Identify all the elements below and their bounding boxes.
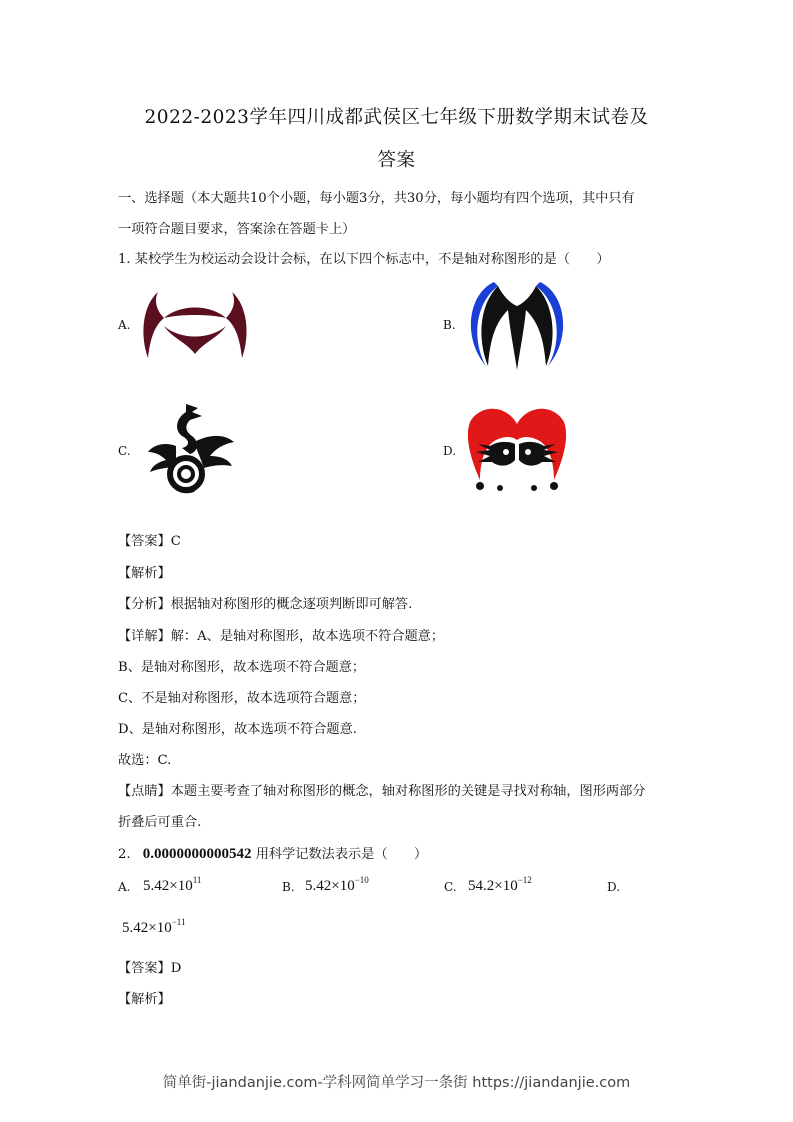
q1-detail-3: C、不是轴对称图形，故本选项符合题意； xyxy=(118,691,366,706)
q2-option-c-exp: −12 xyxy=(517,875,532,885)
q1-dianjing-line1: 【点睛】本题主要考查了轴对称图形的概念，轴对称图形的关键是寻找对称轴，图形两部分 xyxy=(118,784,646,799)
dragon-seahorse-logo-icon xyxy=(146,402,236,494)
q2-number: 2. xyxy=(118,847,131,862)
q2-option-c-label: C. xyxy=(444,880,457,894)
q1-option-d-label: D. xyxy=(443,444,457,458)
q2-value: 0.0000000000542 xyxy=(142,846,252,862)
document-title-line2: 答案 xyxy=(377,150,416,171)
q2-option-c-value xyxy=(468,876,532,895)
horned-crescent-logo-icon xyxy=(140,288,250,360)
q2-option-d-value xyxy=(122,918,185,937)
section-header-line1: 一、选择题（本大题共10个小题，每小题3分，共30分，每小题均有四个选项，其中只有 xyxy=(118,191,635,206)
q1-fenxi: 【分析】根据轴对称图形的概念逐项判断即可解答. xyxy=(118,597,413,612)
page-footer-watermark: 简单街-jiandanjie.com-学科网简单学习一条街 https://jiandanjie.com xyxy=(162,1075,631,1091)
q1-jiexi-heading: 【解析】 xyxy=(118,566,171,581)
q1-choose: 故选：C. xyxy=(118,753,172,768)
q2-option-d-base: 5.42×10 xyxy=(122,920,172,936)
q2-option-c-base: 54.2×10 xyxy=(468,878,518,894)
document-title-line1: 2022-2023学年四川成都武侯区七年级下册数学期末试卷及 xyxy=(144,107,649,128)
q1-detail-1: 【详解】解：A、是轴对称图形，故本选项不符合题意； xyxy=(118,629,445,644)
q2-jiexi-heading: 【解析】 xyxy=(118,992,171,1007)
q2-option-a-label: A. xyxy=(118,880,131,894)
blue-crescent-bat-logo-icon xyxy=(464,280,570,372)
q2-option-d-exp: −11 xyxy=(171,917,186,927)
q2-option-a-base: 5.42×10 xyxy=(143,878,193,894)
q2-answer: 【答案】D xyxy=(118,961,182,976)
q2-option-b-exp: −10 xyxy=(354,875,369,885)
q1-answer: 【答案】C xyxy=(118,534,181,549)
q1-option-a-label: A. xyxy=(118,318,131,332)
q1-dianjing-line2: 折叠后可重合. xyxy=(118,815,202,830)
q2-option-b-value xyxy=(305,876,369,895)
q1-option-b-label: B. xyxy=(443,318,456,332)
q2-option-a-exp: 11 xyxy=(192,875,202,885)
q2-option-d-label: D. xyxy=(607,880,621,894)
section-header-line2: 一项符合题目要求，答案涂在答题卡上） xyxy=(118,222,356,237)
q2-option-b-label: B. xyxy=(282,880,295,894)
q1-detail-4: D、是轴对称图形，故本选项不符合题意. xyxy=(118,722,357,737)
q2-stem-rest: 用科学记数法表示是（ ） xyxy=(255,847,428,862)
q2-stem xyxy=(118,843,427,863)
q1-stem: 1. 某校学生为校运动会设计会标，在以下四个标志中，不是轴对称图形的是（ ） xyxy=(118,252,610,267)
q2-option-a-value xyxy=(143,876,201,895)
q1-detail-2: B、是轴对称图形，故本选项不符合题意； xyxy=(118,660,366,675)
q1-option-c-label: C. xyxy=(118,444,131,458)
q2-option-b-base: 5.42×10 xyxy=(305,878,355,894)
red-jester-hands-logo-icon xyxy=(466,404,568,494)
